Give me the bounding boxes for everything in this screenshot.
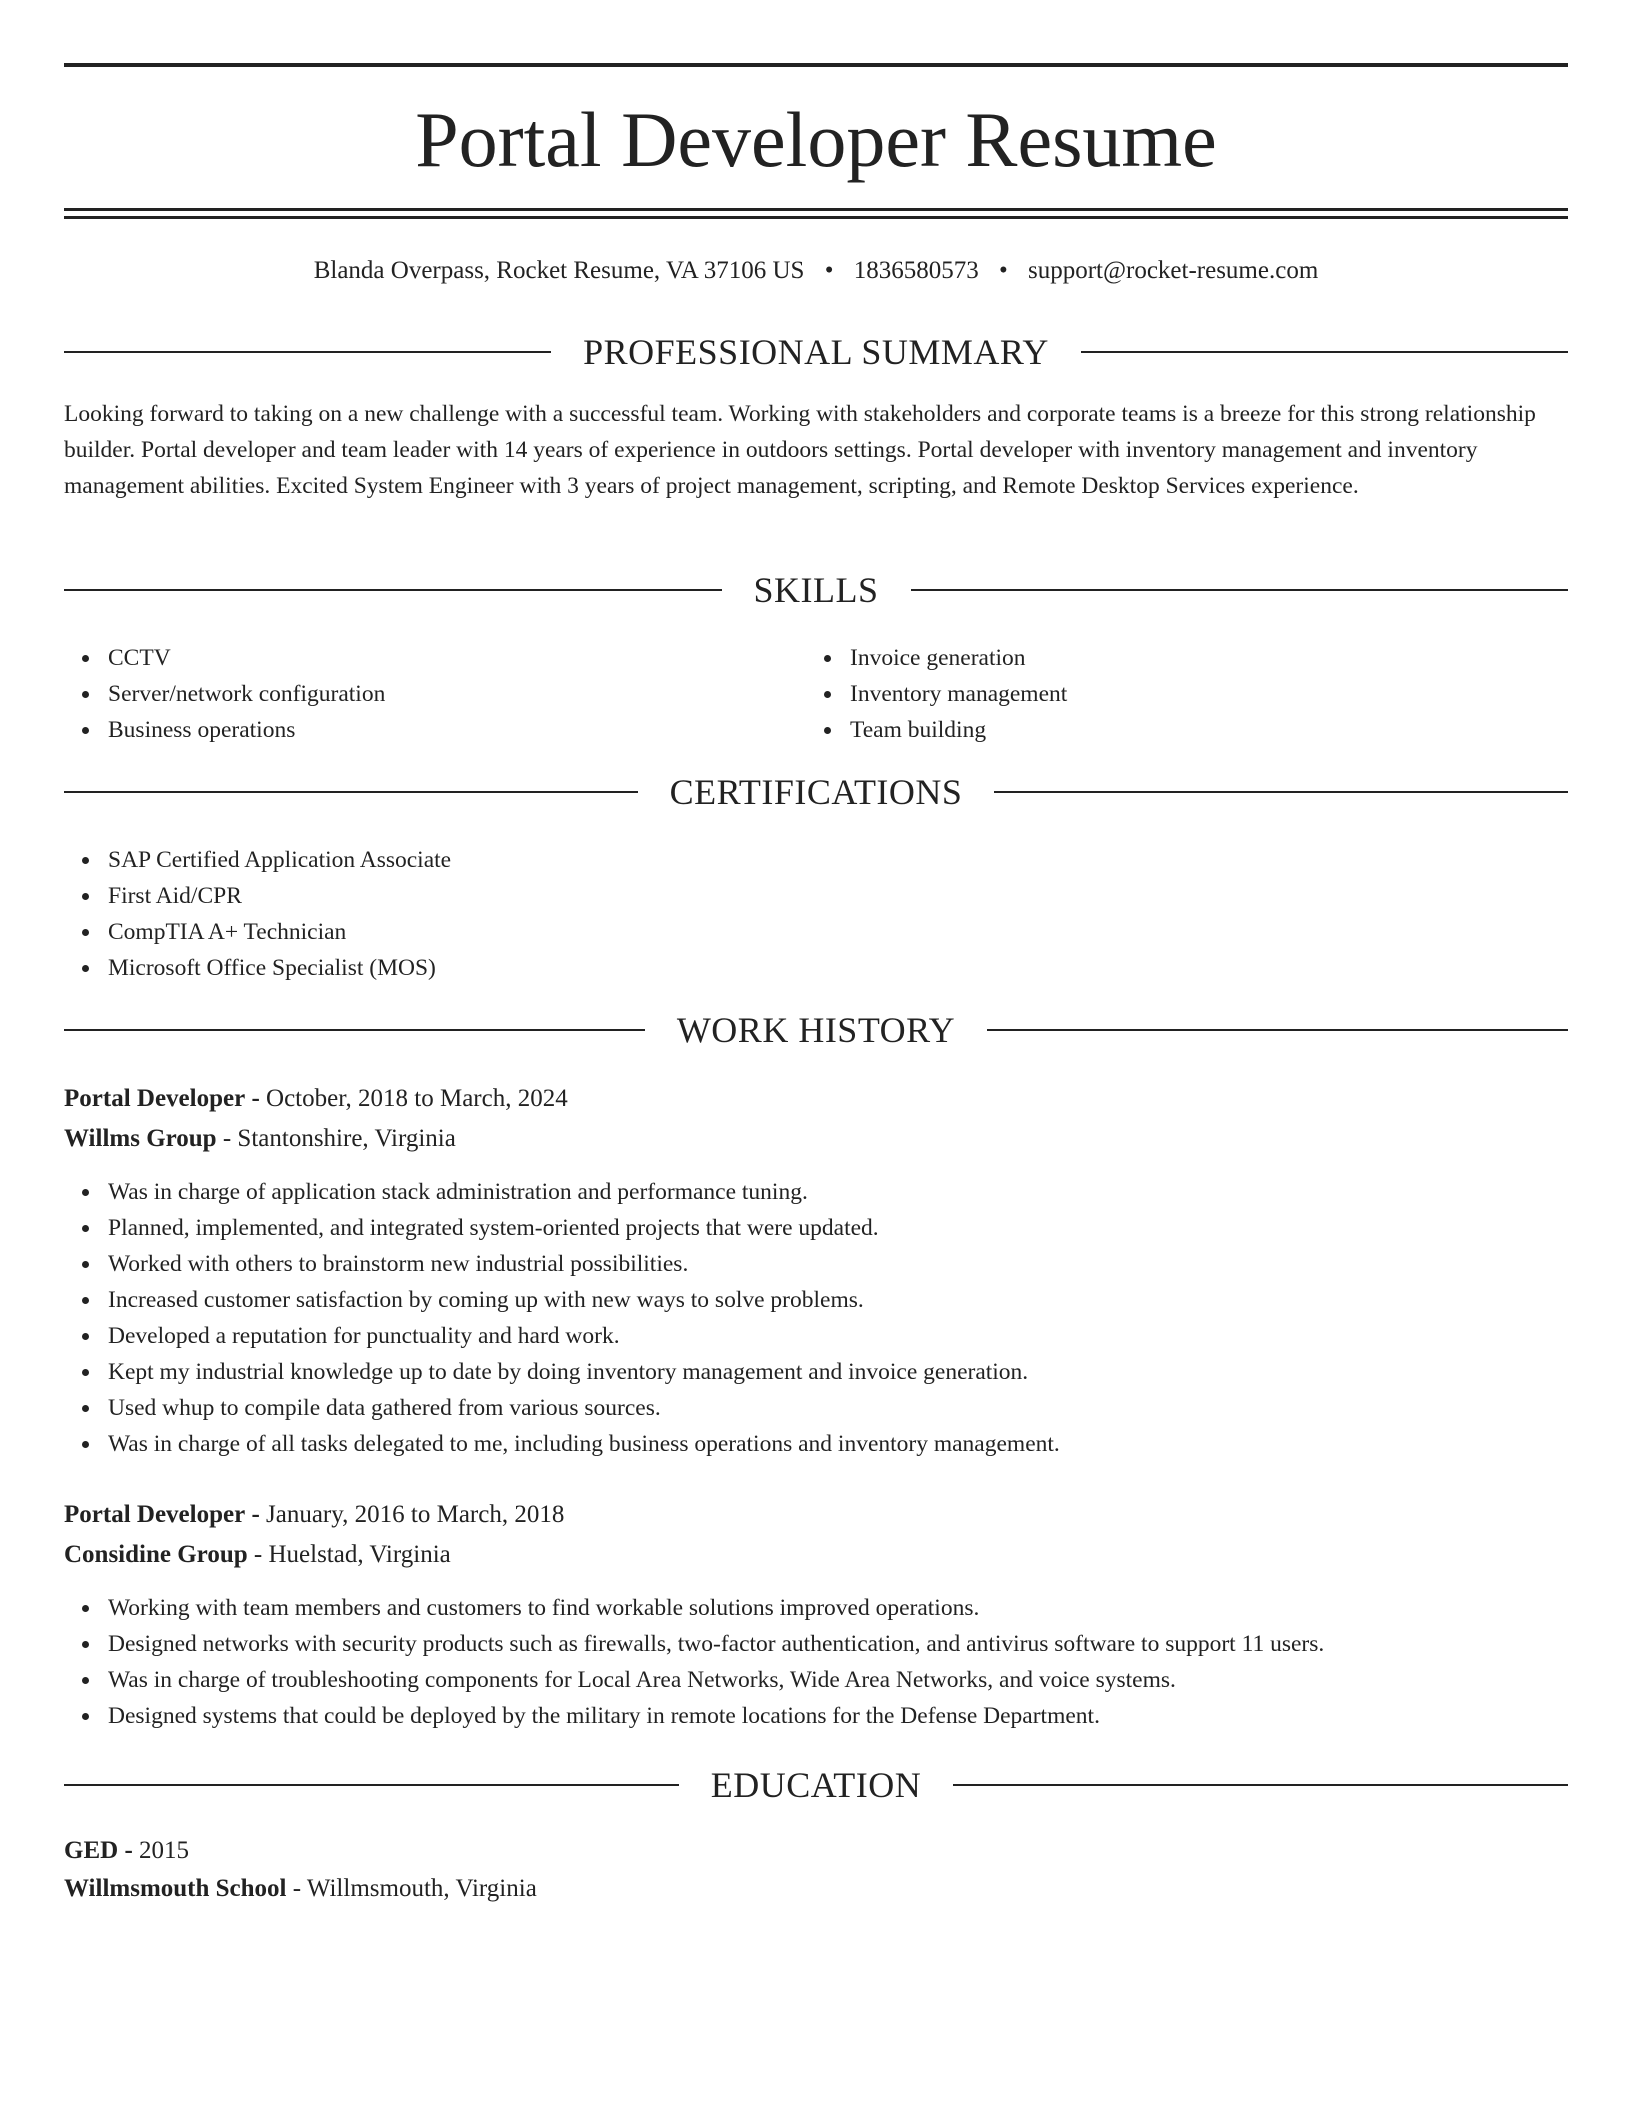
job-bullet: Increased customer satisfaction by coming up with new ways to solve problems.: [108, 1282, 1548, 1318]
job-bullet: Designed networks with security products such as firewalls, two-factor authentication, and antivirus software to support 11 users.: [108, 1626, 1568, 1662]
job-bullet: Was in charge of application stack administration and performance tuning.: [108, 1174, 1548, 1210]
job-dates: October, 2018 to March, 2024: [266, 1085, 568, 1112]
certification-item: CompTIA A+ Technician: [108, 914, 1508, 950]
job-bullet: Was in charge of troubleshooting components for Local Area Networks, Wide Area Networks, and voice systems.: [108, 1662, 1568, 1698]
job-bullet: Used whup to compile data gathered from various sources.: [108, 1390, 1548, 1426]
resume-title: Portal Developer Resume: [415, 96, 1217, 183]
education-location: Willmsmouth, Virginia: [306, 1875, 537, 1902]
section-heading-summary: [64, 327, 1568, 377]
skill-item: Team building: [850, 712, 1550, 748]
job-bullet: Developed a reputation for punctuality and hard work.: [108, 1318, 1548, 1354]
skills-list-right: [806, 640, 1550, 748]
skill-item: Inventory management: [850, 676, 1550, 712]
job-dash: -: [253, 1541, 263, 1568]
job-title: Portal Developer: [64, 1501, 246, 1528]
section-title: CERTIFICATIONS: [669, 772, 963, 812]
job-dash: -: [222, 1125, 232, 1152]
section-heading-certifications: [64, 767, 1568, 817]
contact-phone: 1836580573: [853, 257, 979, 284]
section-title: PROFESSIONAL SUMMARY: [583, 332, 1049, 372]
education-year: 2015: [139, 1837, 190, 1864]
certification-item: First Aid/CPR: [108, 878, 1508, 914]
job-bullets: [64, 1590, 1568, 1734]
section-heading-skills: [64, 565, 1568, 615]
summary-text: Looking forward to taking on a new challenge with a successful team. Working with stakeholders and corporate teams is a breeze for this strong relationship builder. Portal developer and team leader with 14 years of experience in outdoors settings. Portal developer with inventory management and inventory management abilities. Excited System Engineer with 3 years of project management, scripting, and Remote Desktop Services experience.: [64, 401, 1536, 499]
contact-email: support@rocket-resume.com: [1027, 257, 1319, 284]
job-bullets: [64, 1174, 1548, 1462]
heading-rule: [64, 589, 722, 591]
job-title: Portal Developer: [64, 1085, 246, 1112]
job-location: Huelstad, Virginia: [268, 1541, 451, 1568]
job-bullet: Planned, implemented, and integrated system-oriented projects that were updated.: [108, 1210, 1548, 1246]
job-title-line: [64, 1079, 568, 1119]
heading-rule: [987, 1029, 1568, 1031]
contact-line: [64, 253, 1568, 289]
certification-item: Microsoft Office Specialist (MOS): [108, 950, 1508, 986]
skill-item: Server/network configuration: [108, 676, 808, 712]
job-title-line: [64, 1495, 564, 1535]
skills-list-left: [64, 640, 808, 748]
heading-rule: [911, 589, 1569, 591]
heading-rule: [64, 791, 638, 793]
job-dates: January, 2016 to March, 2018: [266, 1501, 565, 1528]
job-company: Willms Group: [64, 1125, 217, 1152]
job-company-line: [64, 1119, 456, 1159]
education-degree: GED: [64, 1837, 119, 1864]
job-location: Stantonshire, Virginia: [237, 1125, 456, 1152]
job-bullet: Designed systems that could be deployed by the military in remote locations for the Defense Department.: [108, 1698, 1568, 1734]
section-title: EDUCATION: [710, 1765, 922, 1805]
skill-item: Business operations: [108, 712, 808, 748]
heading-rule: [953, 1784, 1568, 1786]
heading-rule: [64, 1784, 679, 1786]
education-school: Willmsmouth School: [64, 1875, 287, 1902]
job-dash: -: [251, 1085, 260, 1112]
heading-rule: [1081, 351, 1568, 353]
section-heading-education: [64, 1760, 1568, 1810]
section-heading-work: [64, 1005, 1568, 1055]
job-bullet: Working with team members and customers to find workable solutions improved operations.: [108, 1590, 1568, 1626]
heading-rule: [64, 351, 551, 353]
top-rule: [64, 63, 1568, 67]
education-degree-line: [64, 1831, 189, 1871]
contact-separator: •: [998, 257, 1008, 284]
contact-address: Blanda Overpass, Rocket Resume, VA 37106 US: [313, 257, 805, 284]
certification-item: SAP Certified Application Associate: [108, 842, 1508, 878]
education-dash: -: [124, 1837, 133, 1864]
job-bullet: Worked with others to brainstorm new industrial possibilities.: [108, 1246, 1548, 1282]
job-bullet: Was in charge of all tasks delegated to me, including business operations and inventory management.: [108, 1426, 1548, 1462]
heading-rule: [64, 1029, 645, 1031]
title-rule-upper: [64, 208, 1568, 211]
skill-item: CCTV: [108, 640, 808, 676]
title-rule-lower: [64, 216, 1568, 219]
education-school-line: [64, 1869, 537, 1909]
job-company-line: [64, 1535, 451, 1575]
skill-item: Invoice generation: [850, 640, 1550, 676]
heading-rule: [994, 791, 1568, 793]
job-dash: -: [251, 1501, 260, 1528]
section-title: SKILLS: [753, 570, 879, 610]
section-title: WORK HISTORY: [676, 1010, 956, 1050]
certifications-list: [64, 842, 1508, 986]
education-dash: -: [292, 1875, 302, 1902]
job-company: Considine Group: [64, 1541, 248, 1568]
job-bullet: Kept my industrial knowledge up to date by doing inventory management and invoice generation.: [108, 1354, 1548, 1390]
contact-separator: •: [824, 257, 834, 284]
